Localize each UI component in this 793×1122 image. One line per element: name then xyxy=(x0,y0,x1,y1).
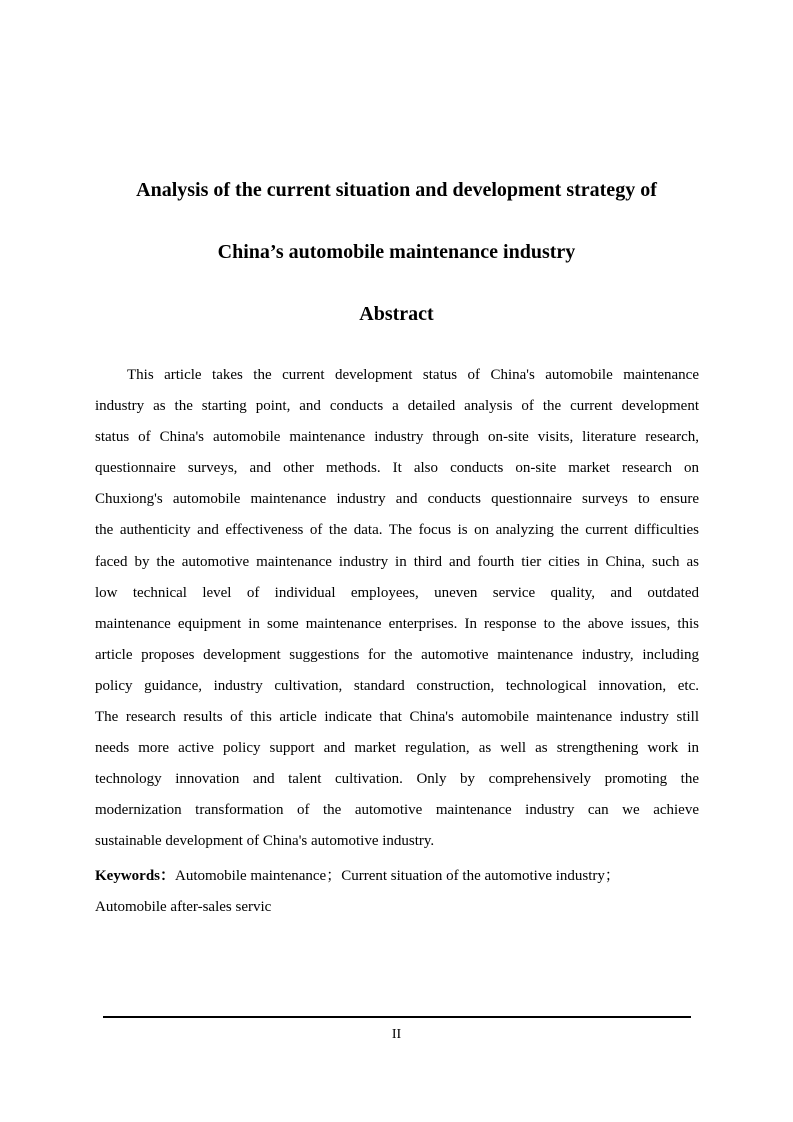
abstract-line: Chuxiong's automobile maintenance industry and conducts questionnaire surveys to ensure xyxy=(95,491,699,508)
abstract-line: questionnaire surveys, and other methods. It also conducts on-site market research on xyxy=(95,460,699,477)
keywords-line-2: Automobile after-sales servic xyxy=(95,899,272,915)
keywords-label: Keywords： xyxy=(95,868,175,884)
keywords-text-1: Automobile maintenance；Current situation of the automotive industry； xyxy=(175,868,620,884)
footer-divider xyxy=(103,1016,691,1018)
keywords-line-1 xyxy=(95,861,699,892)
abstract-line: industry as the starting point, and conducts a detailed analysis of the current development xyxy=(95,398,699,415)
page-number: II xyxy=(391,1027,402,1042)
abstract-line: article proposes development suggestions for the automotive maintenance industry, including xyxy=(95,646,699,663)
abstract-line: status of China's automobile maintenance industry through on-site visits, literature research, xyxy=(95,429,699,446)
abstract-line: maintenance equipment in some maintenance enterprises. In response to the above issues, this xyxy=(95,615,699,632)
abstract-line: policy guidance, industry cultivation, standard construction, technological innovation, etc. xyxy=(95,677,699,694)
abstract-line: needs more active policy support and market regulation, as well as strengthening work in xyxy=(95,740,699,757)
abstract-body xyxy=(95,360,699,858)
abstract-line: modernization transformation of the automotive maintenance industry can we achieve xyxy=(95,802,699,819)
abstract-line: low technical level of individual employees, uneven service quality, and outdated xyxy=(95,584,699,601)
abstract-line: the authenticity and effectiveness of the data. The focus is on analyzing the current difficulties xyxy=(95,522,699,539)
title-line-2: China’s automobile maintenance industry xyxy=(217,241,576,263)
abstract-line: technology innovation and talent cultivation. Only by comprehensively promoting the xyxy=(95,771,699,788)
abstract-line: faced by the automotive maintenance industry in third and fourth tier cities in China, such as xyxy=(95,553,699,570)
abstract-line: This article takes the current development status of China's automobile maintenance xyxy=(127,367,699,383)
abstract-heading: Abstract xyxy=(359,303,434,325)
abstract-line: The research results of this article indicate that China's automobile maintenance industry still xyxy=(95,709,699,726)
abstract-line: sustainable development of China's automotive industry. xyxy=(95,833,435,850)
title-line-1: Analysis of the current situation and development strategy of xyxy=(136,179,657,201)
keywords-block xyxy=(95,861,699,923)
